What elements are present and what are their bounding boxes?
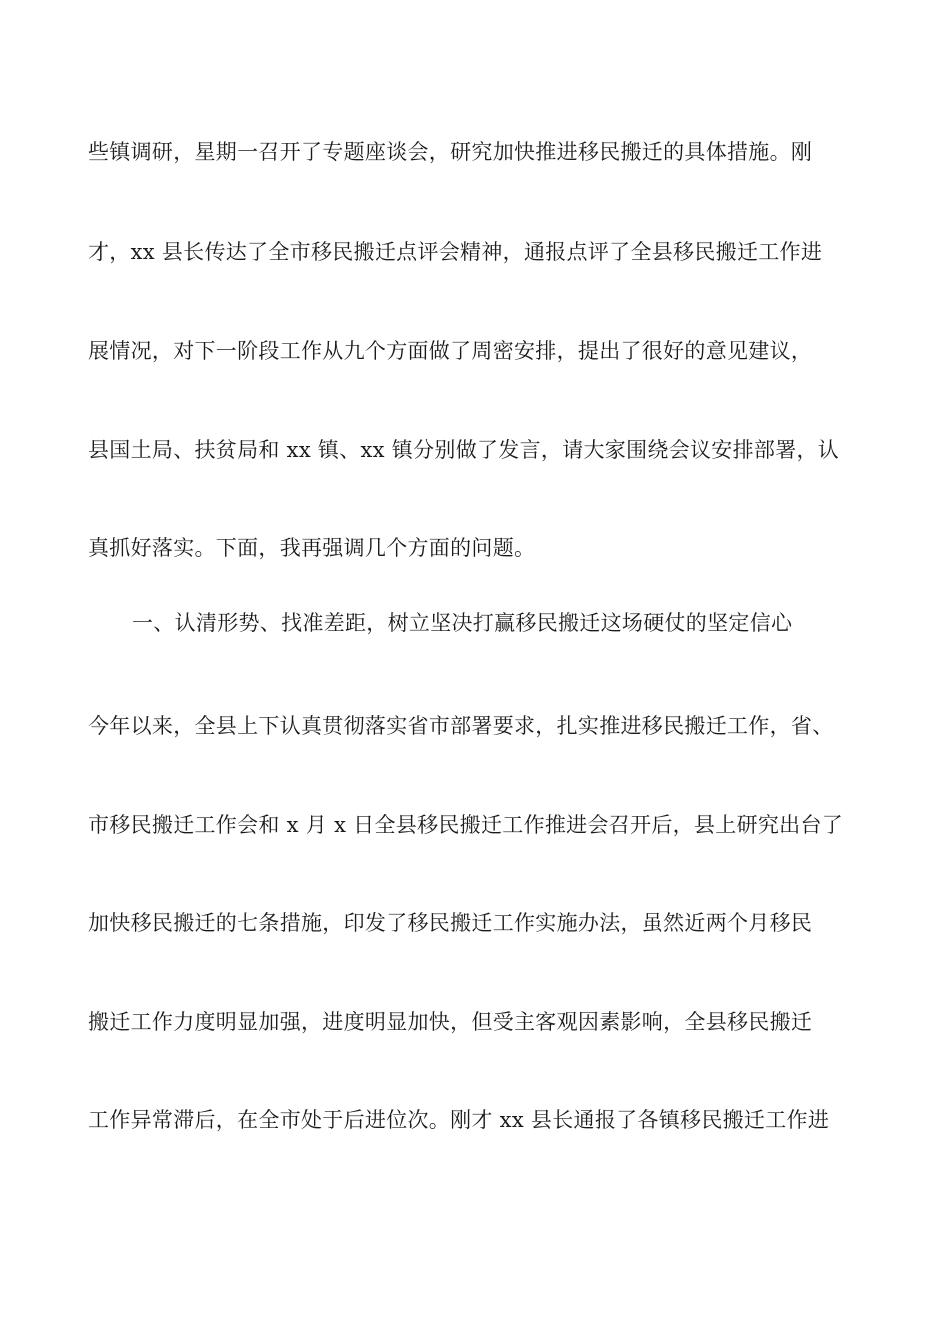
paragraph-line: 些镇调研，星期一召开了专题座谈会，研究加快推进移民搬迁的具体措施。刚 — [88, 140, 813, 164]
section-heading: 一、认清形势、找准差距，树立坚决打赢移民搬迁这场硬仗的坚定信心 — [132, 611, 793, 635]
paragraph-line: 展情况，对下一阶段工作从九个方面做了周密安排，提出了很好的意见建议， — [88, 339, 813, 363]
paragraph-line: 加快移民搬迁的七条措施，印发了移民搬迁工作实施办法，虽然近两个月移民 — [88, 911, 813, 935]
paragraph-line: 真抓好落实。下面，我再强调几个方面的问题。 — [88, 536, 536, 560]
paragraph-line: 县国土局、扶贫局和 xx 镇、xx 镇分别做了发言，请大家围绕会议安排部署，认 — [88, 438, 840, 462]
paragraph-line: 今年以来，全县上下认真贯彻落实省市部署要求，扎实推进移民搬迁工作，省、 — [88, 714, 834, 738]
paragraph-line: 搬迁工作力度明显加强，进度明显加快，但受主客观因素影响，全县移民搬迁 — [88, 1010, 813, 1034]
paragraph-line: 工作异常滞后，在全市处于后进位次。刚才 xx 县长通报了各镇移民搬迁工作进 — [88, 1108, 830, 1132]
paragraph-line: 才，xx 县长传达了全市移民搬迁点评会精神，通报点评了全县移民搬迁工作进 — [88, 240, 823, 264]
paragraph-line: 市移民搬迁工作会和 x 月 x 日全县移民搬迁工作推进会召开后，县上研究出台了 — [88, 813, 844, 837]
